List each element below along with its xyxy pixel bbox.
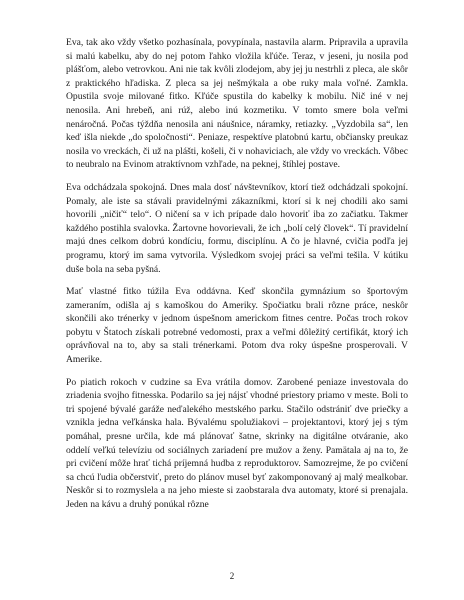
paragraph-closing-fitness: Eva, tak ako vždy všetko pozhasínala, povypínala, nastavila alarm. Pripravila a upravila si malú kabelku, aby do nej potom ľahko vložila kľúče. Teraz, v jeseni, ju nosila pod plášťom, alebo vetrovkou. Ani nie tak kvôli zlodejom, aby jej ju nestrhli z pleca, ale skôr z praktického hľadiska. Z pleca sa jej nešmýkala a obe ruky mala voľné. Zamkla. Opustila svoje milované fitko. Kľúče spustila do kabelky k mobilu. Nič iné v nej nenosila. Ani hrebeň, ani rúž, alebo inú kozmetiku. V tomto smere bola veľmi nenáročná. Počas týždňa nenosila ani náušnice, náramky, retiazky. „Vyzdobila sa“, len keď išla niekde „do spoločnosti“. Peniaze, respektíve platobnú kartu, občiansky preukaz nosila vo vreckách, či už na plášti, košeli, či v nohaviciach, ale vždy vo vreckách. Vôbec to neubralo na Evinom atraktívnom vzhľade, na peknej, štíhlej postave. [66, 37, 408, 171]
paragraph-return-home: Po piatich rokoch v cudzine sa Eva vrátila domov. Zarobené peniaze investovala do zriadenia svojho fitnesska. Podarilo sa jej nájsť vhodné priestory priamo v meste. Boli to tri spojené bývalé garáže neďalekého mestského parku. Stačilo odstrániť dve priečky a vznikla jedna veľkánska hala. Bývalému spolužiakovi – projektantovi, ktorý jej s tým pomáhal, presne určila, kde má plánovať šatne, skrinky na digitálne otváranie, ako oddelí veľkú televíziu od sociálnych zariadení pre mužov a ženy. Pamätala aj na to, že pri cvičení môže hrať tichá príjemná hudba z reproduktorov. Samozrejme, že po cvičení sa chcú ľudia občerstviť, preto do plánov musel byť zakomponovaný aj malý mealkobar. Neskôr si to rozmyslela a na jeho mieste si zaobstarala dva automaty, ktoré si prenajala. Jeden na kávu a druhý ponúkal rôzne [66, 376, 408, 510]
paragraph-america-story: Mať vlastné fitko túžila Eva oddávna. Keď skončila gymnázium so športovým zameraním, odišla aj s kamoškou do Ameriky. Spočiatku brali rôzne práce, neskôr skončili ako trénerky v jednom úspešnom americkom fitnes centre. Počas troch rokov pobytu v Štatoch získali potrebné vedomosti, prax a veľmi dôležitý certifikát, ktorý ich oprávňoval na to, aby sa stali trénerkami. Potom dva roky úspešne prosperovali. V Amerike. [66, 286, 408, 366]
paragraph-satisfied-clients: Eva odchádzala spokojná. Dnes mala dosť návštevníkov, ktorí tiež odchádzali spokojní. Pomaly, ale iste sa stávali pravidelnými zákazníkmi, ktorí si k nej chodili ako sami hovorili „ničiť“ telo“. O ničení sa v ich prípade dalo hovoriť iba zo začiatku. Takmer každého postihla svalovka. Žartovne hovorievali, že ich „bolí celý človek“. Tí pravidelní majú dnes celkom dobrú kondíciu, formu, disciplínu. A čo je hlavné, cvičia podľa jej programu, ktorý im sama vytvorila. Výsledkom svojej práci sa veľmi tešila. V kútiku duše bola na seba pyšná. [66, 181, 408, 275]
body-text [66, 36, 408, 521]
page-number: 2 [229, 571, 235, 581]
